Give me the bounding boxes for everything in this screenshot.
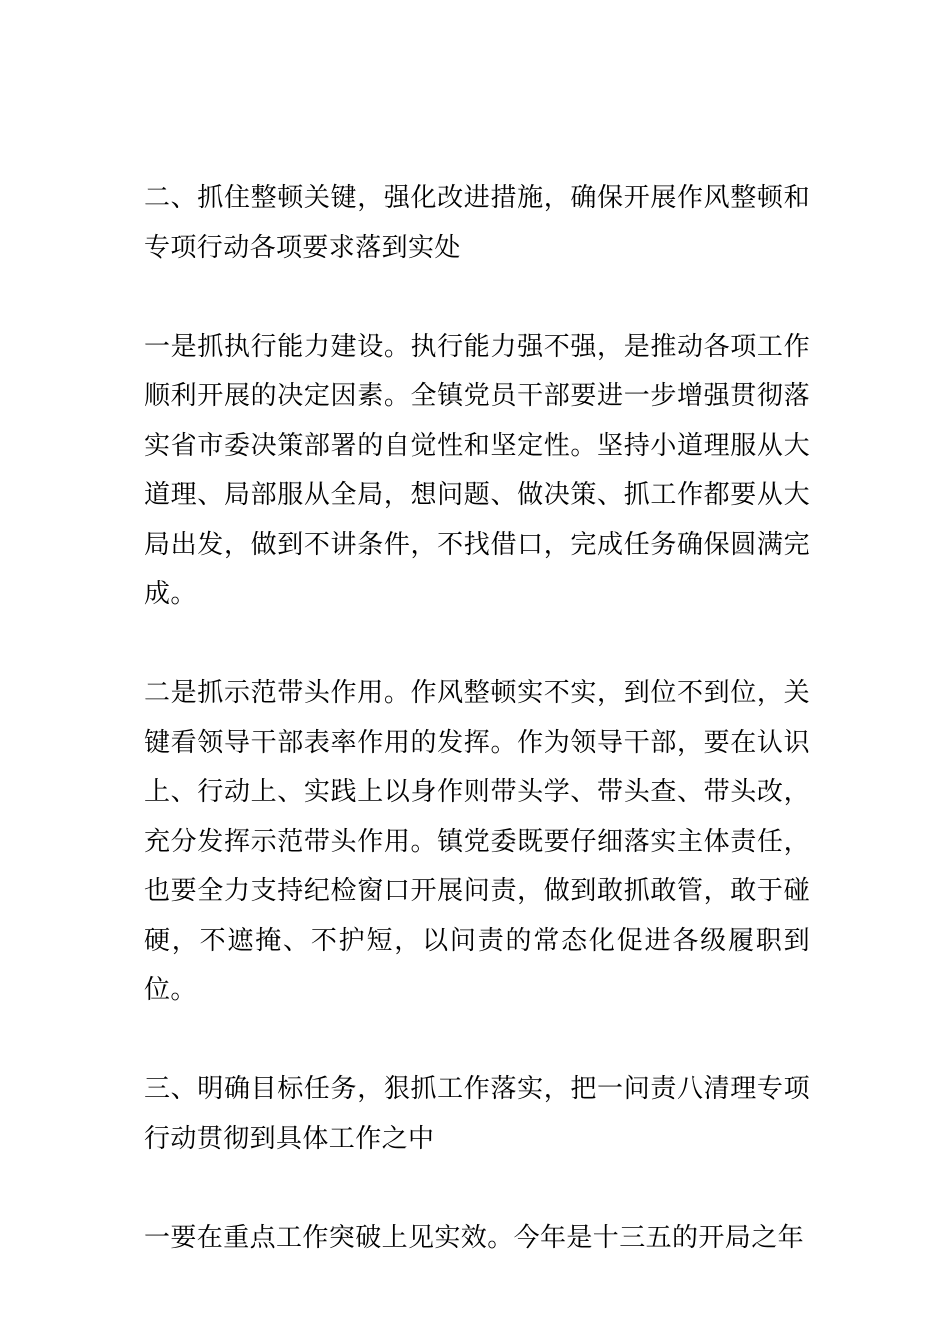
document-body (144, 174, 810, 1263)
section-heading-3: 三、明确目标任务，狠抓工作落实，把一问责八清理专项行动贯彻到具体工作之中 (144, 1074, 810, 1154)
paragraph-execution-ability: 一是抓执行能力建设。执行能力强不强，是推动各项工作顺利开展的决定因素。全镇党员干部要进一步增强贯彻落实省市委决策部署的自觉性和坚定性。坚持小道理服从大道理、局部服从全局，想问题、做决策、抓工作都要从大局出发，做到不讲条件，不找借口，完成任务确保圆满完成。 (144, 331, 810, 609)
paragraph-key-work: 一要在重点工作突破上见实效。今年是十三五的开局之年 (144, 1222, 805, 1253)
section-heading-2: 二、抓住整顿关键，强化改进措施，确保开展作风整顿和专项行动各项要求落到实处 (144, 183, 810, 263)
paragraph-exemplary-role: 二是抓示范带头作用。作风整顿实不实，到位不到位，关键看领导干部表率作用的发挥。作为领导干部，要在认识上、行动上、实践上以身作则带头学、带头查、带头改，充分发挥示范带头作用。镇党委既要仔细落实主体责任，也要全力支持纪检窗口开展问责，做到敢抓敢管，敢于碰硬，不遮掩、不护短，以问责的常态化促进各级履职到位。 (144, 678, 810, 1005)
